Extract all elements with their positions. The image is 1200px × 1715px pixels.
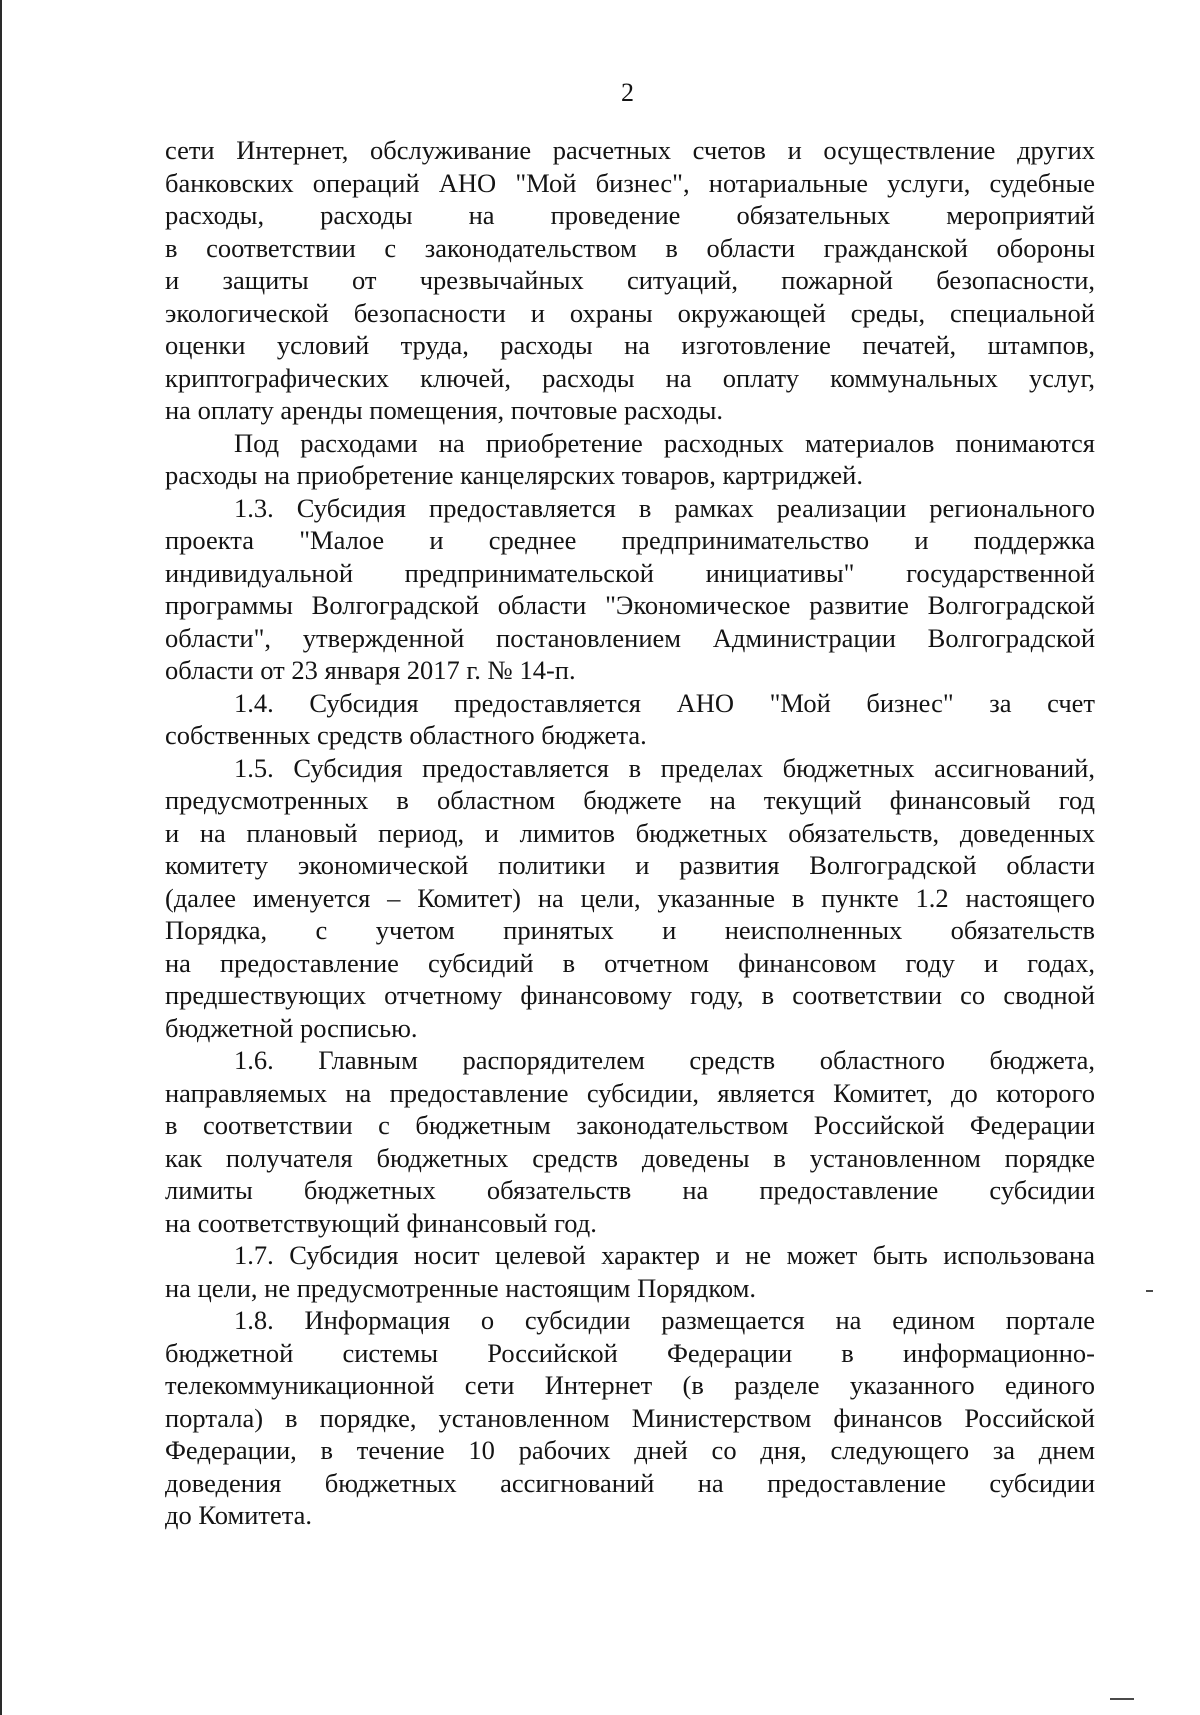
text-line: 1.5. Субсидия предоставляется в пределах бюджетных ассигнований, [234,752,1095,783]
page-number: 2 [621,78,634,107]
text-line: 1.6. Главным распорядителем средств областного бюджета, [234,1045,1095,1075]
scan-mark [1110,1698,1134,1700]
text-line: 1.4. Субсидия предоставляется АНО "Мой бизнес" за счет [234,687,1095,718]
scan-mark [1146,1290,1153,1292]
paragraph [165,427,1095,492]
text-line: предшествующих отчетному финансовому году, в соответствии со сводной [165,980,1095,1010]
text-line: 1.3. Субсидия предоставляется в рамках реализации регионального [234,492,1095,523]
paragraph [165,134,1095,427]
text-line: (далее именуется – Комитет) на цели, указанные в пункте 1.2 настоящего [165,882,1095,913]
text-line: до Комитета. [165,1500,313,1530]
text-line: направляемых на предоставление субсидии, является Комитет, до которого [165,1077,1095,1108]
text-line: экологической безопасности и охраны окружающей среды, специальной [165,297,1095,328]
text-line: доведения бюджетных ассигнований на предоставление субсидии [165,1467,1095,1498]
document-body [165,134,1095,1532]
text-line: в соответствии с законодательством в области гражданской обороны [165,232,1095,263]
text-line: бюджетной росписью. [165,1012,418,1043]
text-line: области", утвержденной постановлением Администрации Волгоградской [165,622,1095,653]
text-line: в соответствии с бюджетным законодательством Российской Федерации [165,1110,1095,1140]
text-line: 1.8. Информация о субсидии размещается на едином портале [234,1305,1095,1335]
text-line: лимиты бюджетных обязательств на предоставление субсидии [165,1175,1095,1205]
text-line: 1.7. Субсидия носит целевой характер и не может быть использована [234,1240,1095,1270]
paragraph [165,1044,1095,1239]
text-line: расходы, расходы на проведение обязательных мероприятий [165,200,1095,230]
text-line: на соответствующий финансовый год. [165,1207,597,1238]
text-line: на предоставление субсидий в отчетном финансовом году и годах, [165,947,1095,978]
text-line: банковских операций АНО "Мой бизнес", нотариальные услуги, судебные [165,167,1095,198]
paragraph [165,492,1095,687]
text-line: и на плановый период, и лимитов бюджетных обязательств, доведенных [165,817,1095,848]
text-line: сети Интернет, обслуживание расчетных счетов и осуществление других [165,135,1095,165]
text-line: бюджетной системы Российской Федерации в информационно- [165,1337,1095,1368]
text-line: программы Волгоградской области "Экономическое развитие Волгоградской [165,590,1095,620]
paragraph [165,1304,1095,1532]
text-line: собственных средств областного бюджета. [165,720,647,750]
text-line: предусмотренных в областном бюджете на текущий финансовый год [165,785,1095,815]
text-line: проекта "Малое и среднее предпринимательство и поддержка [165,525,1095,555]
text-line: криптографических ключей, расходы на оплату коммунальных услуг, [165,362,1095,393]
text-line: телекоммуникационной сети Интернет (в разделе указанного единого [165,1370,1095,1400]
text-line: области от 23 января 2017 г. № 14-п. [165,655,576,685]
text-line: Порядка, с учетом принятых и неисполненных обязательств [165,915,1095,945]
text-line: Под расходами на приобретение расходных материалов понимаются [234,427,1095,458]
text-line: и защиты от чрезвычайных ситуаций, пожарной безопасности, [165,265,1095,295]
text-line: комитету экономической политики и развития Волгоградской области [165,850,1095,880]
text-line: индивидуальной предпринимательской инициативы" государственной [165,557,1095,588]
text-line: на оплату аренды помещения, почтовые расходы. [165,395,724,425]
text-line: расходы на приобретение канцелярских товаров, картриджей. [165,460,863,490]
paragraph [165,1239,1095,1304]
text-line: оценки условий труда, расходы на изготовление печатей, штампов, [165,330,1095,360]
text-line: Федерации, в течение 10 рабочих дней со дня, следующего за днем [165,1435,1095,1465]
paragraph [165,687,1095,752]
text-line: как получателя бюджетных средств доведены в установленном порядке [165,1142,1095,1173]
paragraph [165,752,1095,1045]
text-line: на цели, не предусмотренные настоящим Порядком. [165,1272,757,1303]
text-line: портала) в порядке, установленном Министерством финансов Российской [165,1402,1095,1433]
scan-edge-line [0,0,2,1715]
